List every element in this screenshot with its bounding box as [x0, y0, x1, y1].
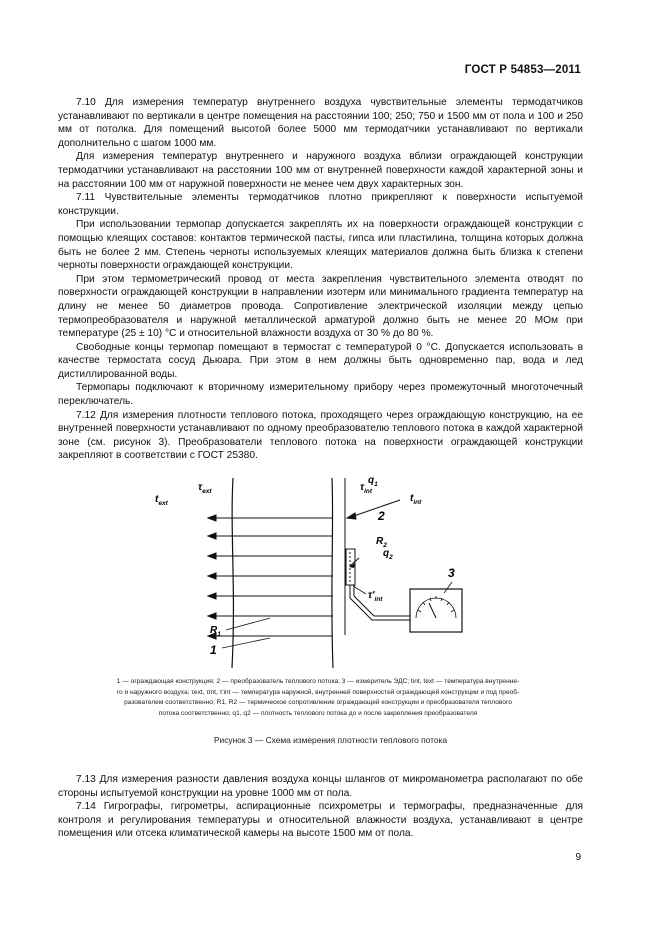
legend-line: потока соответственно; q1, q2 — плотность теплового потока до и после закрепления преобразователя	[158, 709, 478, 717]
heat-flow-arrows	[208, 500, 400, 639]
legend-line: го и наружного воздуха; τext, τint, τ'int — температура наружной, внутренней поверхностей ограждающей конструкции и под преоб-	[116, 688, 520, 696]
wall-outer-surface	[232, 478, 233, 668]
label-3: 3	[448, 566, 455, 580]
label-q2: $q_2$	[383, 548, 393, 561]
paragraph-7-11: 7.11 Чувствительные элементы термодатчиков плотно прикрепляют к поверхности испытуемой конструкции.	[58, 192, 583, 217]
label-tau-int-prime: $\tau'_{int}$	[368, 590, 383, 603]
paragraph: При этом термометрический провод от места закрепления чувствительного элемента отводят по поверхности ограждающей конструкции в направлении изотерм или минимального градиента температур на длину не менее 50 диаметров провода. Сопротивление электрической изоляции между цепью термопреобразователя и наружной металлической арматурой должно быть не менее 20 МОм при температуре (25 ± 10) °С и относительной влажности воздуха от 30 % до 80 %.	[58, 273, 583, 340]
label-2: 2	[378, 509, 385, 523]
label-1: 1	[210, 643, 217, 657]
label-R2: $R_2$	[376, 536, 387, 549]
paragraph-7-14: 7.14 Гигрографы, гигрометры, аспирационные психрометры и термографы, предназначенные для контроля и регулирования температуры и относительной влажности воздуха, устанавливают в центре помещения или отсека климатической камеры на высоте 1500 мм от пола.	[58, 801, 583, 840]
heat-flux-diagram	[150, 470, 470, 670]
paragraph-7-12: 7.12 Для измерения плотности теплового потока, проходящего через ограждающую конструкцию, на ее внутренней поверхности устанавливают по одному преобразователю теплового потока в каждой характерной зоне (см. рисунок 3). Преобразователи теплового потока на поверхности ограждающей конструкции закрепляют в соответствии с ГОСТ 25380.	[58, 409, 583, 462]
paragraph: Термопары подключают к вторичному измерительному прибору через промежуточный многоточечный переключатель.	[58, 382, 583, 408]
body-text-continued	[58, 773, 583, 841]
body-text	[58, 96, 583, 463]
paragraph-7-13: 7.13 Для измерения разности давления воздуха концы шлангов от микроманометра располагают по обе стороны испытуемой конструкции на уровне 1000 мм от пола.	[58, 774, 583, 799]
legend-line: 1 — ограждающая конструкция; 2 — преобразователь теплового потока; 3 — измеритель ЭДС; tint, text — температура внутренне-	[116, 678, 520, 685]
figure-legend	[48, 677, 588, 719]
document-header: ГОСТ Р 54853—2011	[464, 64, 581, 76]
label-R1: $R_1$	[210, 625, 221, 638]
paragraph: Свободные концы термопар помещают в термостат с температурой 0 °С. Допускается использовать в качестве термостата сосуд Дьюара. При этом в нем должны быть одновременно пар, вода и лед дистиллированной воды.	[58, 341, 583, 380]
legend-line: разователем соответственно; R1, R2 — термическое сопротивление ограждающей конструкции и преобразователя теплового	[124, 699, 512, 707]
label-tau-int: $\tau_{int}$	[360, 482, 373, 495]
label-t-int: $t_{int}$	[410, 493, 422, 506]
wall-inner-surface	[332, 478, 333, 668]
paragraph: При использовании термопар допускается закреплять их на поверхности ограждающей конструкции с помощью клеящих составов: контактов термической пасты, гипса или пластилина, толщина которых должна быть не более 2 мм. Степень черноты используемых клеящих материалов должна быть близка к степени черноты поверхности ограждающей конструкции.	[58, 219, 583, 272]
figure-title: Рисунок 3 — Схема измерения плотности теплового потока	[213, 735, 448, 745]
label-q1: $q_1$	[368, 475, 378, 488]
label-tau-ext: $\tau_{ext}$	[198, 482, 212, 495]
page-number: 9	[575, 852, 581, 863]
label-t-ext: $t_{ext}$	[155, 494, 168, 507]
paragraph: Для измерения температур внутреннего и наружного воздуха вблизи ограждающей конструкции термодатчики устанавливают на расстоянии 100 мм от внутренней поверхности каждой характерной зоны и на расстоянии 100 мм от наружной поверхности не менее чем двух характерных зон.	[58, 151, 583, 190]
paragraph-7-10: 7.10 Для измерения температур внутреннего воздуха чувствительные элементы термодатчиков устанавливают по вертикали в центре помещения на расстоянии 100; 250; 750 и 1500 мм от пола и 100 и 250 мм от потолка. Для помещений высотой более 5000 мм термодатчики устанавливают по вертикали дополнительно с шагом 1000 мм.	[58, 97, 583, 149]
